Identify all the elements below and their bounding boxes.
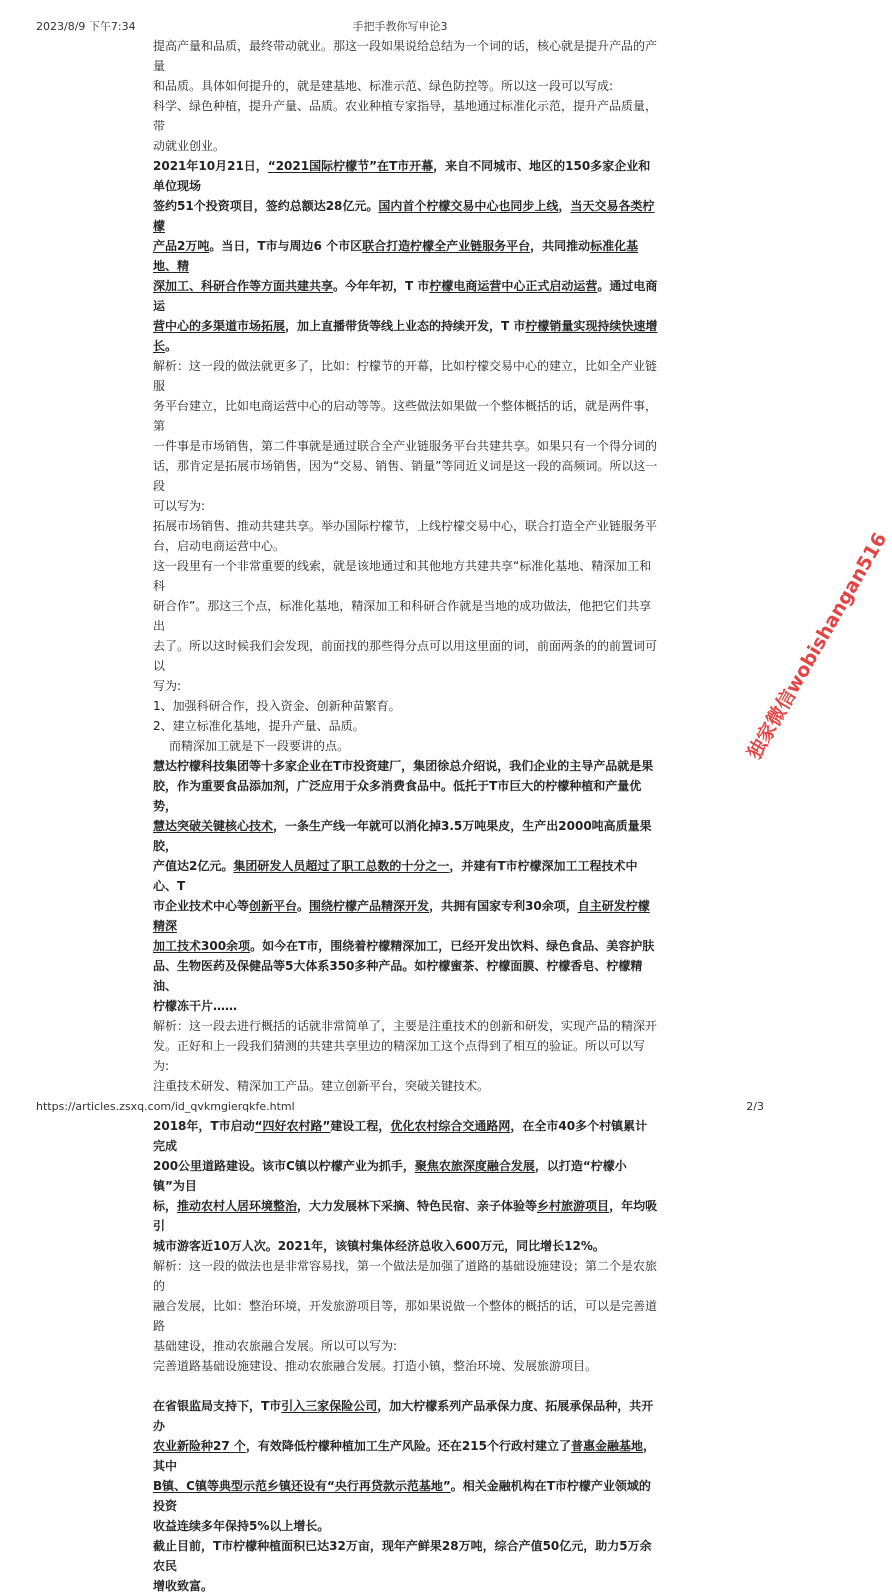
paragraph-line: 动就业创业。 <box>153 139 226 153</box>
article-body <box>153 36 658 1596</box>
page-number: 2/3 <box>746 1100 764 1113</box>
material-line: 慧达突破关键核心技术，一条生产线一年就可以消化掉3.5万吨果皮，生产出2000吨高质量果胶， <box>153 819 652 853</box>
material-line: 长。 <box>153 339 178 353</box>
analysis-line: 可以写为: <box>153 499 206 513</box>
analysis-line: 解析：这一段去进行概括的话就非常简单了，主要是注重技术的创新和研发，实现产品的精深开 <box>153 1019 658 1033</box>
analysis-line: 去了。所以这时候我们会发现，前面找的那些得分点可以用这里面的词，前面两条的的前置词可以 <box>153 639 658 673</box>
analysis-line: 解析：这一段的做法也是非常容易找，第一个做法是加强了道路的基础设施建设；第二个是农旅的 <box>153 1259 658 1293</box>
material-line: 慧达柠檬科技集团等十多家企业在T市投资建厂，集团徐总介绍说，我们企业的主导产品就是果 <box>153 759 654 773</box>
analysis-line: 发。正好和上一段我们猜测的共建共享里边的精深加工这个点得到了相互的验证。所以可以写为: <box>153 1039 646 1073</box>
analysis-line: 写为: <box>153 679 182 693</box>
paragraph-line: 科学、绿色种植，提升产量、品质。农业种植专家指导，基地通过标准化示范，提升产品质量，带 <box>153 99 658 133</box>
analysis-line: 融合发展，比如：整治环境，开发旅游项目等，那如果说做一个整体的概括的话，可以是完善道路 <box>153 1299 658 1333</box>
material-line: 在省银监局支持下，T市引入三家保险公司，加大柠檬系列产品承保力度、拓展承保品种，共开办 <box>153 1399 654 1433</box>
paragraph-gap <box>153 1376 658 1396</box>
analysis-line: 1、加强科研合作，投入资金、创新种苗繁育。 <box>153 699 401 713</box>
material-line: 深加工、科研合作等方面共建共享。今年年初，T 市柠檬电商运营中心正式启动运营。通过电商运 <box>153 279 658 313</box>
analysis-line: 话，那肯定是拓展市场销售，因为“交易、销售、销量”等同近义词是这一段的高频词。所以这一段 <box>153 459 658 493</box>
material-line: 收益连续多年保持5%以上增长。 <box>153 1519 330 1533</box>
watermark-text: 独家微信wobishangan516 <box>743 528 892 763</box>
analysis-line: 基础建设，推动农旅融合发展。所以可以写为: <box>153 1339 398 1353</box>
material-line: 加工技术300余项。如今在T市，围绕着柠檬精深加工，已经开发出饮料、绿色食品、美容护肤 <box>153 939 655 953</box>
page-url: https://articles.zsxq.com/id_qvkmgierqkfe.html <box>36 1100 295 1113</box>
material-line: 市企业技术中心等创新平台。围绕柠檬产品精深开发，共拥有国家专利30余项，自主研发柠檬精深 <box>153 899 650 933</box>
paragraph-line: 提高产量和品质，最终带动就业。那这一段如果说给总结为一个词的话，核心就是提升产品的产量 <box>153 39 658 73</box>
material-line: 2021年10月21日，“2021国际柠檬节”在T市开幕，来自不同城市、地区的150多家企业和单位现场 <box>153 159 651 193</box>
analysis-line: 拓展市场销售、推动共建共享。举办国际柠檬节，上线柠檬交易中心，联合打造全产业链服务平 <box>153 519 658 533</box>
material-line: 标，推动农村人居环境整治，大力发展林下采摘、特色民宿、亲子体验等乡村旅游项目，年均吸引 <box>153 1199 658 1233</box>
analysis-line: 台，启动电商运营中心。 <box>153 539 286 553</box>
material-line: 产品2万吨。当日，T市与周边6 个市区联合打造柠檬全产业链服务平台，共同推动标准化基地、精 <box>153 239 639 273</box>
material-line: 签约51个投资项目，签约总额达28亿元。国内首个柠檬交易中心也同步上线，当天交易各类柠檬 <box>153 199 655 233</box>
print-datetime: 2023/8/9 下午7:34 <box>36 20 136 33</box>
material-line: 营中心的多渠道市场拓展，加上直播带货等线上业态的持续开发，T 市柠檬销量实现持续快速增 <box>153 319 658 333</box>
material-line: B镇、C镇等典型示范乡镇还设有“央行再贷款示范基地”。相关金融机构在T市柠檬产业领域的投资 <box>153 1479 651 1513</box>
analysis-line: 2、建立标准化基地，提升产量、品质。 <box>153 719 365 733</box>
paragraph-line: 和品质。具体如何提升的，就是建基地、标准示范、绿色防控等。所以这一段可以写成: <box>153 79 614 93</box>
analysis-line: 务平台建立，比如电商运营中心的启动等等。这些做法如果做一个整体概括的话，就是两件事，第 <box>153 399 658 433</box>
analysis-line: 这一段里有一个非常重要的线索，就是该地通过和其他地方共建共享“标准化基地、精深加工和科 <box>153 559 652 593</box>
analysis-line: 注重技术研发、精深加工产品。建立创新平台，突破关键技术。 <box>153 1079 490 1093</box>
material-line: 品、生物医药及保健品等5大体系350多种产品。如柠檬蜜茶、柠檬面膜、柠檬香皂、柠檬精油、 <box>153 959 643 993</box>
material-line: 农业新险种27 个，有效降低柠檬种植加工生产风险。还在215个行政村建立了普惠金融基地，其中 <box>153 1439 655 1473</box>
analysis-line: 完善道路基础设施建设、推动农旅融合发展。打造小镇，整治环境、发展旅游项目。 <box>153 1359 598 1373</box>
material-line: 胶，作为重要食品添加剂，广泛应用于众多消费食品中。低托于T市巨大的柠檬种植和产量优势， <box>153 779 642 813</box>
material-line: 柠檬冻干片…… <box>153 999 238 1013</box>
material-line: 200公里道路建设。该市C镇以柠檬产业为抓手，聚焦农旅深度融合发展，以打造“柠檬小镇”为目 <box>153 1159 627 1193</box>
analysis-line: 解析：这一段的做法就更多了，比如：柠檬节的开幕，比如柠檬交易中心的建立，比如全产业链服 <box>153 359 658 393</box>
analysis-line: 研合作”。那这三个点，标准化基地，精深加工和科研合作就是当地的成功做法，他把它们共享出 <box>153 599 652 633</box>
material-line: 增收致富。 <box>153 1579 214 1593</box>
material-line: 截止目前，T市柠檬种植面积已达32万亩，现年产鲜果28万吨，综合产值50亿元，助力5万余农民 <box>153 1539 652 1573</box>
material-line: 产值达2亿元。集团研发人员超过了职工总数的十分之一，并建有T市柠檬深加工工程技术中心、T <box>153 859 638 893</box>
analysis-line: 而精深加工就是下一段要讲的点。 <box>169 739 350 753</box>
analysis-line: 一件事是市场销售，第二件事就是通过联合全产业链服务平台共建共享。如果只有一个得分词的 <box>153 439 658 453</box>
document-title: 手把手教你写申论3 <box>352 20 448 33</box>
material-line: 2018年，T市启动“四好农村路”建设工程，优化农村综合交通路网，在全市40多个村镇累计完成 <box>153 1119 648 1153</box>
material-line: 城市游客近10万人次。2021年，该镇村集体经济总收入600万元，同比增长12%。 <box>153 1239 605 1253</box>
